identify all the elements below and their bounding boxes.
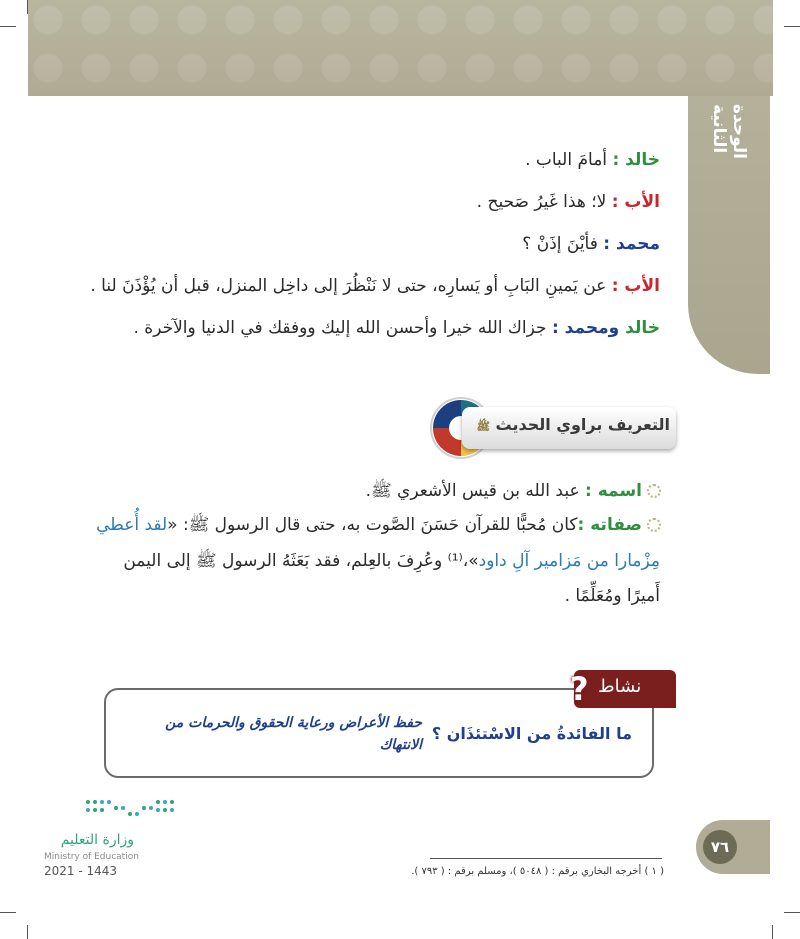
activity-label: نشاط (598, 676, 642, 697)
dialogue-line-1 (525, 150, 660, 170)
speaker-khalid: خالد : (612, 150, 660, 170)
narrator-section-badge (428, 395, 678, 461)
speaker-mohammed: ومحمد : (551, 318, 626, 338)
dialogue-text: فأيْنَ إذَنْ ؟ (522, 234, 604, 254)
crop-mark (27, 925, 28, 939)
speaker-mohammed: محمد : (603, 234, 660, 254)
flower-bullet-icon (647, 518, 661, 532)
activity-question: ما الفائدةُ من الاسْتئذَان ؟ (431, 724, 632, 743)
dialogue-text: جزاك الله خيرا وأحسن الله إليك ووفقك في الدنيا والآخرة . (133, 318, 552, 338)
page-number: ٧٦ (703, 830, 737, 864)
question-mark-icon: ? (570, 670, 589, 708)
narrator-name-line: اسمه : عبد الله بن قيس الأشعري ﷺ. (365, 481, 642, 501)
dialogue-line-4 (90, 276, 660, 296)
crop-mark (784, 26, 800, 27)
speaker-father: الأب : (611, 192, 660, 212)
activity-answer: حفظ الأعراض ورعاية الحقوق والحرمات من الانتهاك (165, 715, 422, 753)
header-band (28, 0, 773, 96)
dialogue-line-2 (477, 192, 660, 212)
flower-bullet-icon (647, 484, 661, 498)
crop-mark (772, 925, 773, 939)
narrator-trait-line-1: صفاته :كان مُحبًّا للقرآن حَسَنَ الصَّوت به، حتى قال الرسول ﷺ: «لقد أُعطي (96, 515, 642, 535)
dialogue-line-3 (522, 234, 660, 254)
narrator-trait-line-3: أَميرًا ومُعَلِّمًا . (564, 586, 660, 606)
crop-mark (0, 26, 16, 27)
speaker-khalid: خالد (625, 318, 660, 338)
footnote-rule (430, 858, 662, 859)
logo-year: 2021 - 1443 (44, 864, 118, 878)
narrator-trait-line-2: مِزْمارا من مَزامير آلِ داود»،⁽¹⁾ وعُرِفَ بالعِلم، فقد بَعَثَهُ الرسول ﷺ إلى اليمن (123, 551, 660, 571)
dialogue-text: لا؛ هذا غَيرُ صَحيح . (476, 192, 612, 212)
speaker-father: الأب : (611, 276, 660, 296)
unit-label: الوحدة الثانية (709, 104, 749, 159)
dialogue-text: عن يَمينِ البَابِ أو يَسارِه، حتى لا نَنْظُرَ إلى داخِل المنزل، قبل أن يُؤْذَنَ لنا . (90, 276, 612, 296)
ministry-logo-icon (86, 796, 186, 832)
footnote: ( ١ ) أخرجه البخاري برقم : ( ٥٠٤٨ )، ومسلم برقم : ( ٧٩٣ ). (411, 866, 664, 877)
crop-mark (784, 912, 800, 913)
crop-mark (0, 912, 16, 913)
ministry-name-english: Ministry of Education (44, 852, 139, 862)
dialogue-line-5 (133, 318, 660, 338)
dialogue-text: أمامَ الباب . (525, 150, 613, 170)
section-title: التعريف براوي الحديث ﷺ (476, 415, 670, 434)
ministry-name-arabic: وزارة التعليم (60, 832, 134, 848)
